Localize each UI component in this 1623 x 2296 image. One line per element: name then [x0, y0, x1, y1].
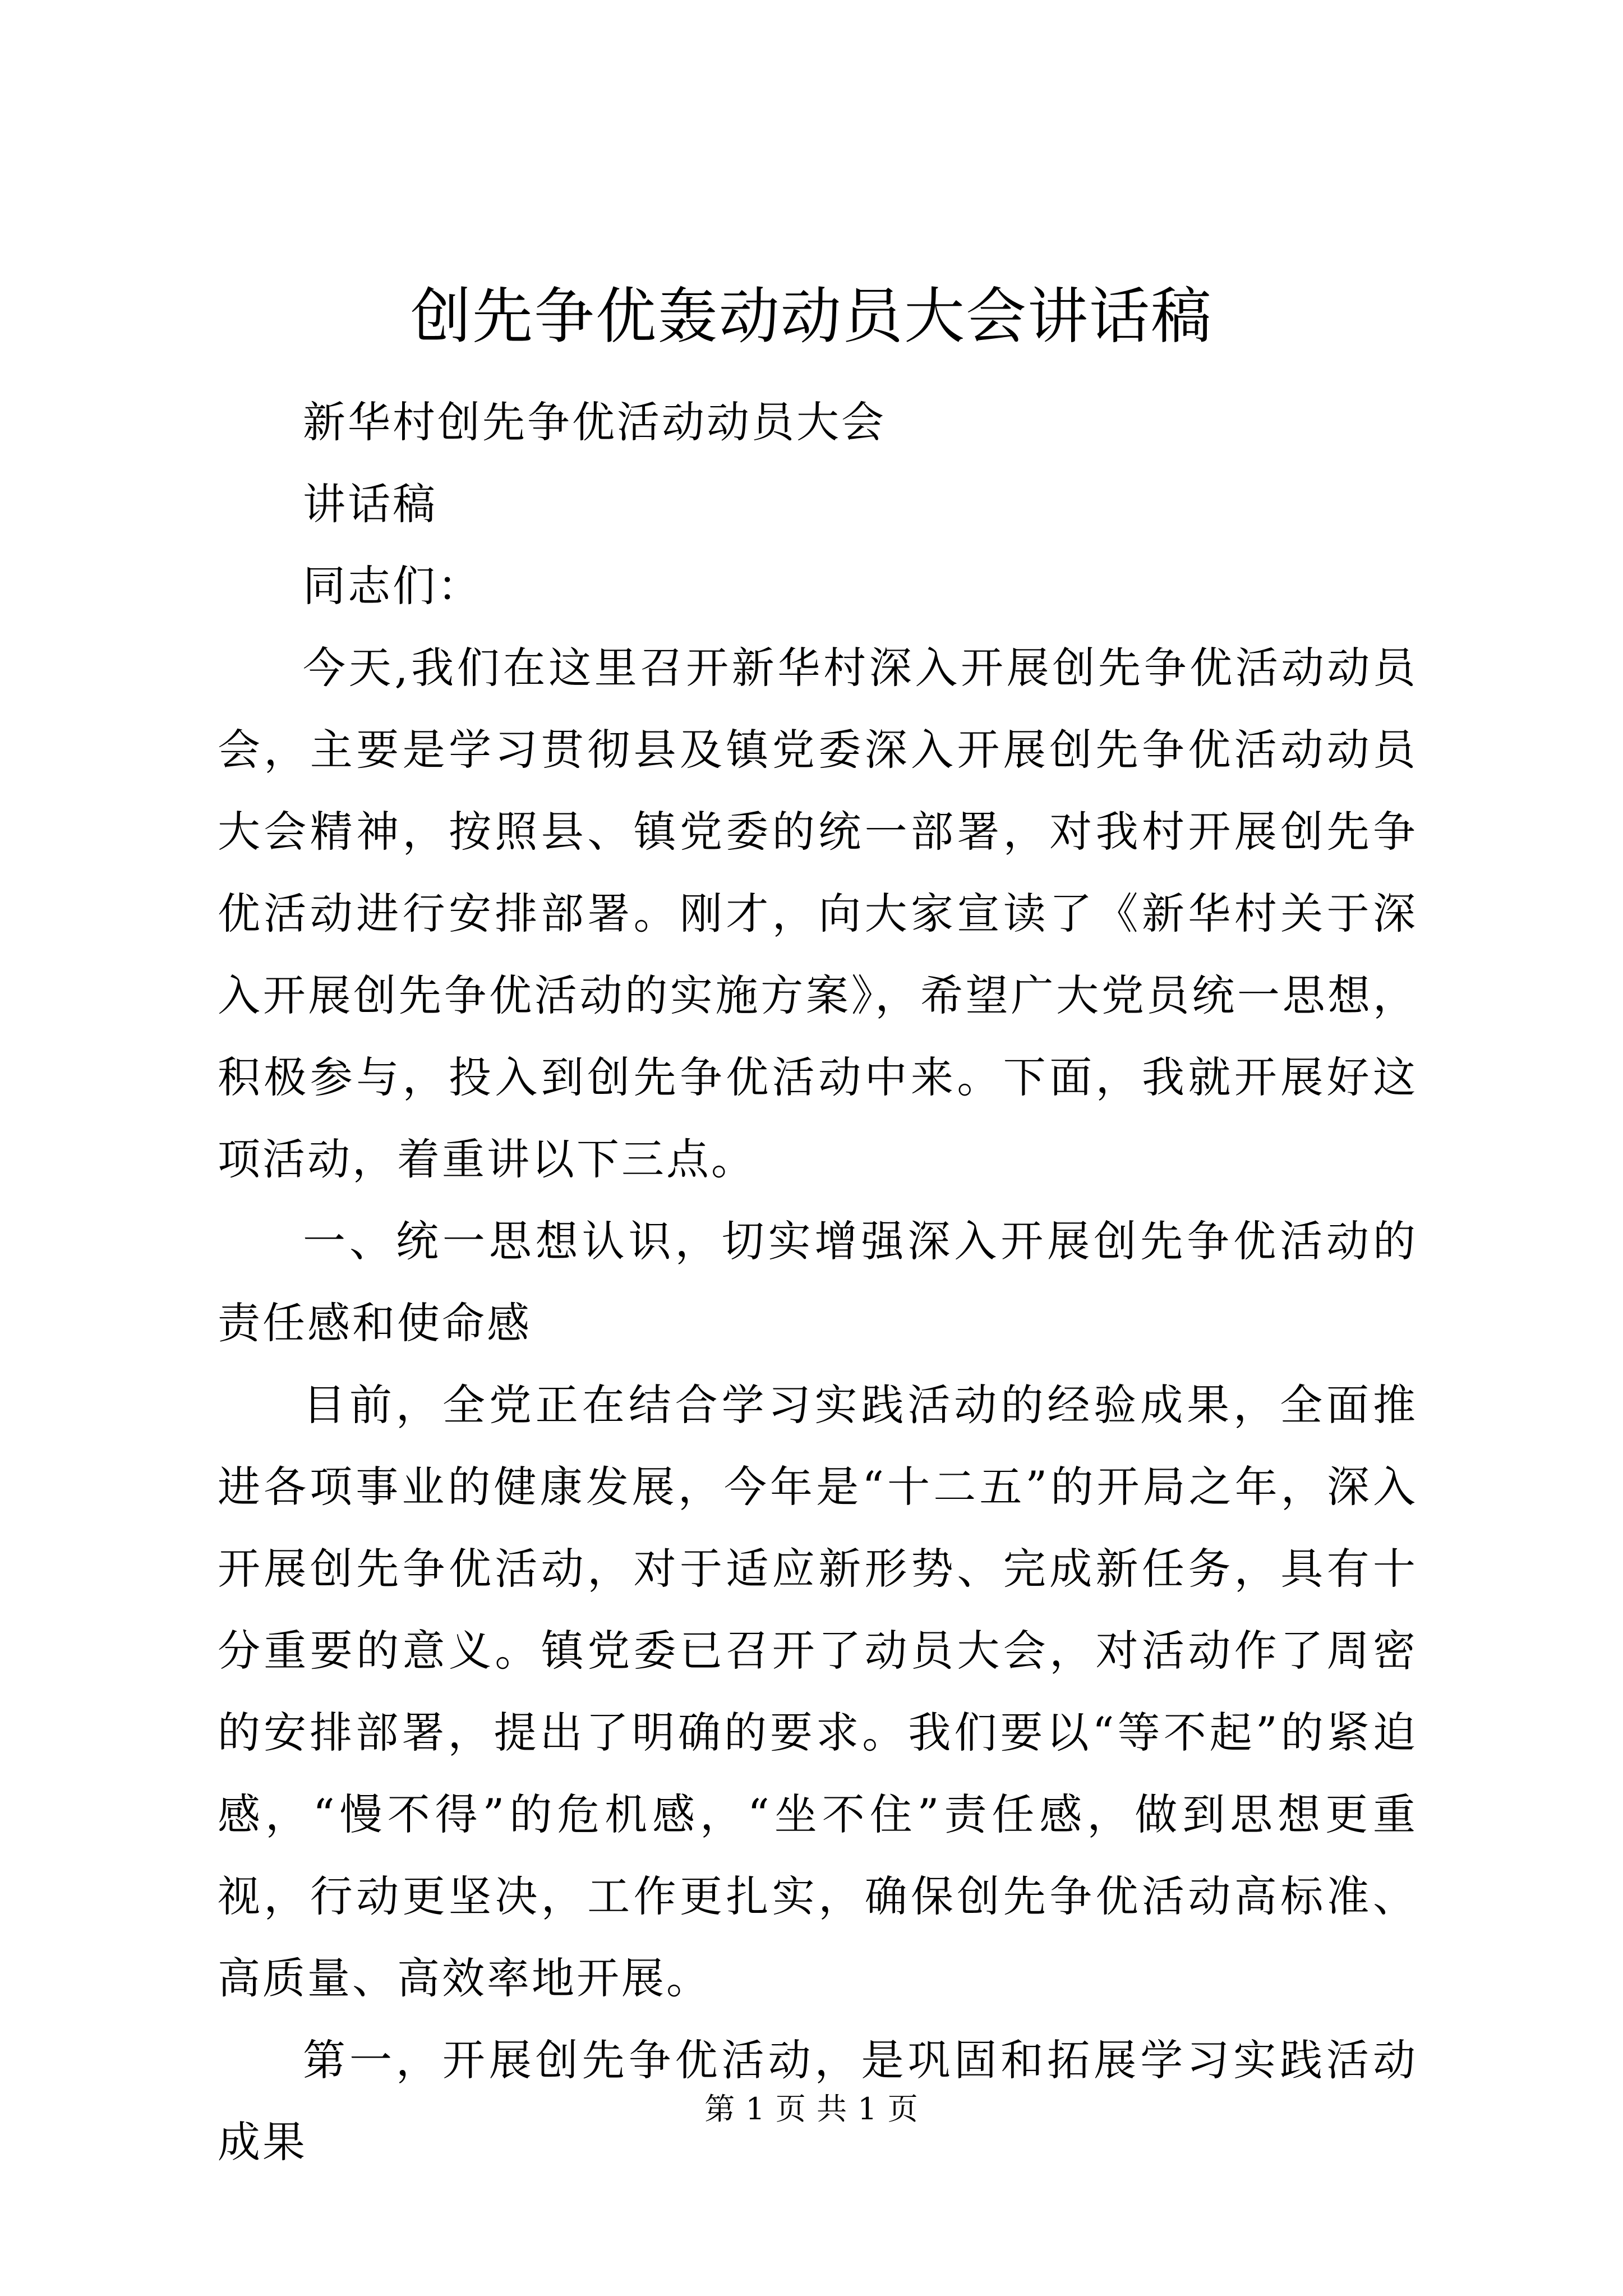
paragraph-current-situation: 目前，全党正在结合学习实践活动的经验成果，全面推进各项事业的健康发展，今年是“十二五”的开局之年，深入开展创先争优活动，对于适应新形势、完成新任务，具有十分重要的意义。镇党委已召开了动员大会，对活动作了周密的安排部署，提出了明确的要求。我们要以“等不起”的紧迫感，“慢不得”的危机感，“坐不住”责任感，做到思想更重视，行动更坚决，工作更扎实，确保创先争优活动高标准、高质量、高效率地开展。 [218, 1380, 1418, 2003]
page-footer: 第 1 页 共 1 页 [704, 2091, 919, 2127]
paragraph-subtitle: 新华村创先争优活动动员大会 [303, 397, 886, 447]
paragraph-speech-label: 讲话稿 [303, 479, 437, 529]
document-title: 创先争优轰动动员大会讲话稿 [410, 282, 1212, 352]
paragraph-salutation: 同志们： [303, 561, 482, 611]
paragraph-first-point: 第一，开展创先争优活动，是巩固和拓展学习实践活动成果 [218, 2035, 1418, 2167]
paragraph-intro: 今天,我们在这里召开新华村深入开展创先争优活动动员会，主要是学习贯彻县及镇党委深入开展创先争优活动动员大会精神，按照县、镇党委的统一部署，对我村开展创先争优活动进行安排部署。刚才，向大家宣读了《新华村关于深入开展创先争优活动的实施方案》，希望广大党员统一思想，积极参与，投入到创先争优活动中来。下面，我就开展好这项活动，着重讲以下三点。 [218, 643, 1418, 1184]
document-body [218, 381, 1418, 2183]
paragraph-heading-one: 一、统一思想认识，切实增强深入开展创先争优活动的责任感和使命感 [218, 1216, 1418, 1348]
